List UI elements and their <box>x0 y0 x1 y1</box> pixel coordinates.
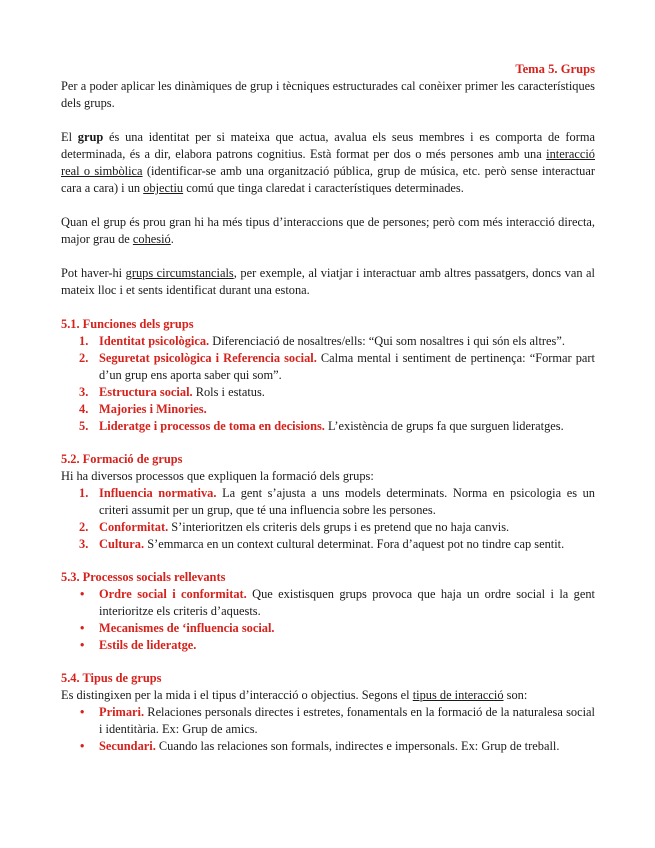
list-item: • Secundari. Cuando las relaciones son formals, indirectes e impersonals. Ex: Grup de treball. <box>80 739 560 753</box>
section-heading-functions: 5.1. Funciones dels grups <box>61 317 194 331</box>
intro-paragraph: Per a poder aplicar les dinàmiques de grup i tècniques estructurades cal conèixer primer les característiques dels grups. <box>61 79 595 110</box>
list-item: 5. Lideratge i processos de toma en decisions. L’existència de grups fa que surguen lideratges. <box>79 419 564 433</box>
formation-list <box>61 485 595 553</box>
list-item: 2. Conformitat. S’interioritzen els criteris dels grups i es pretend que no haja canvis. <box>79 520 510 534</box>
list-item: 4. Majories i Minories. <box>79 402 207 416</box>
social-processes-list <box>61 586 595 654</box>
list-item: 3. Estructura social. Rols i estatus. <box>79 385 265 399</box>
section-heading-group-types: 5.4. Tipus de grups <box>61 671 162 685</box>
underlined-interaccio: interacció real o simbòlica <box>61 147 595 178</box>
cohesion-paragraph: Quan el grup és prou gran hi ha més tipus d’interaccions que de persones; però com més interacció directa, major grau de cohesió. <box>61 215 595 246</box>
group-types-list <box>61 704 595 755</box>
formation-intro: Hi ha diversos processos que expliquen la formació dels grups: <box>61 469 374 483</box>
underlined-grups-circumstancials: grups circumstancials <box>125 266 234 280</box>
document-content <box>61 61 595 755</box>
term-grup: grup <box>77 130 104 144</box>
list-item: 3. Cultura. S’emmarca en un context cultural determinat. Fora d’aquest pot no tindre cap sentit. <box>79 537 565 551</box>
list-item: 2. Seguretat psicològica i Referencia social. Calma mental i sentiment de pertinença: “Formar part d’un grup ens aporta saber qui som”. <box>79 351 595 382</box>
group-definition-paragraph: El grup és una identitat per si mateixa que actua, avalua els seus membres i es comporta de forma determinada, és a dir, elabora patrons cognitius. Està format per dos o més persones amb una interacció real o simbòlica (identificar-se amb una organització pública, grup de música, etc. però sense interactuar cara a cara) i un objectiu comú que tinga claredat i característiques determinades. <box>61 130 595 195</box>
underlined-objectiu: objectiu <box>143 181 184 195</box>
group-types-intro: Es distingixen per la mida i el tipus d’interacció o objectius. Segons el tipus de interacció son: <box>61 688 528 702</box>
functions-list <box>61 333 595 435</box>
section-heading-social-processes: 5.3. Processos socials rellevants <box>61 570 226 584</box>
list-item: • Ordre social i conformitat. Que existisquen grups provoca que haja un ordre social i la gent interioritze els criteris d’aquests. <box>80 587 595 618</box>
list-item: • Mecanismes de ‘influencia social. <box>80 621 275 635</box>
section-heading-formation: 5.2. Formació de grups <box>61 452 183 466</box>
list-item: 1. Influencia normativa. La gent s’ajusta a uns models determinats. Norma en psicologia es un criteri assumit per un grup, que té una influencia sobre les persones. <box>79 486 595 517</box>
underlined-tipus-interaccio: tipus de interacció <box>412 688 504 702</box>
circumstantial-groups-paragraph: Pot haver-hi grups circumstancials, per exemple, al viatjar i interactuar amb altres passatgers, doncs van al mateix lloc i et sents identificat durant una estona. <box>61 266 596 297</box>
list-item: • Estils de lideratge. <box>80 638 197 652</box>
topic-title: Tema 5. Grups <box>515 62 595 76</box>
underlined-cohesio: cohesió <box>132 232 171 246</box>
list-item: 1. Identitat psicològica. Diferenciació de nosaltres/ells: “Qui som nosaltres i qui són els altres”. <box>79 334 565 348</box>
list-item: • Primari. Relaciones personals directes i estretes, fonamentals en la formació de la naturalesa social i identitària. Ex: Grup de amics. <box>80 705 595 736</box>
